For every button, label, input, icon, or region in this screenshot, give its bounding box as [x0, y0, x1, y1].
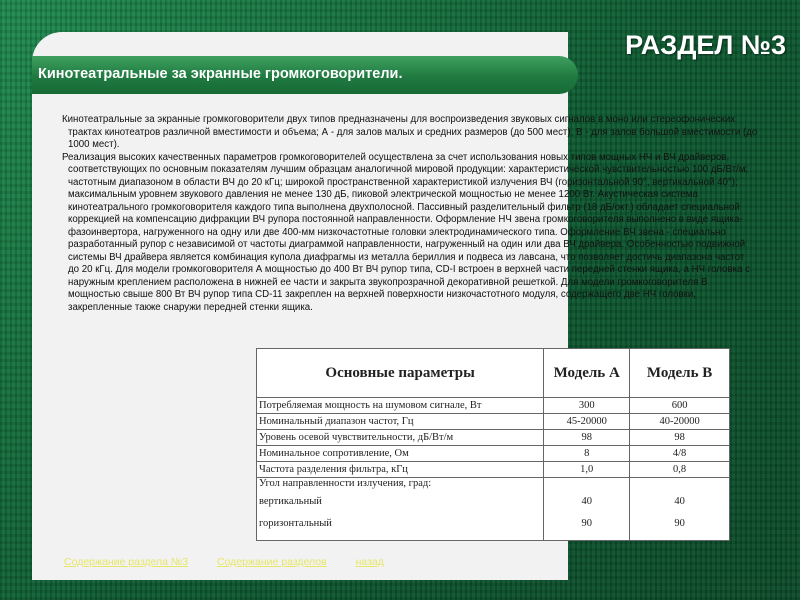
table-row: [257, 430, 730, 446]
table-row: [257, 446, 730, 462]
table-row: [257, 414, 730, 430]
parameters-table: [256, 348, 730, 541]
angle-horizontal-label: горизонтальный: [259, 518, 332, 529]
angle-vertical-b: 40: [674, 496, 685, 507]
param-name: Частота разделения фильтра, кГц: [257, 462, 544, 478]
header-model-b: Модель В: [630, 349, 730, 398]
value-model-a: 8: [544, 446, 630, 462]
link-all-sections[interactable]: Содержание разделов: [216, 556, 327, 568]
value-model-a: 98: [544, 430, 630, 446]
param-name-angle: [257, 478, 544, 541]
header-model-a: Модель А: [544, 349, 630, 398]
angle-values-model-a: [544, 478, 630, 541]
link-section-contents[interactable]: Содержание раздела №3: [64, 556, 189, 568]
angle-label: Угол направленности излучения, град:: [259, 478, 432, 489]
footer-links: [64, 556, 410, 568]
body-text: [38, 114, 758, 314]
table-row-angle: [257, 478, 730, 541]
table-header-row: [257, 349, 730, 398]
angle-horizontal-b: 90: [674, 518, 685, 529]
paragraph-intro: Кинотеатральные за экранные громкоговорители двух типов предназначены для воспроизведения звуковых сигналов в моно или стереофонических трактах кинотеатров различной вместимости и объема; А - для залов малых и средних размеров (до 500 мест), В - для залов большой вместимости (до 1000 мест).: [62, 114, 758, 150]
value-model-a: 45-20000: [544, 414, 630, 430]
param-name: Потребляемая мощность на шумовом сигнале, Вт: [257, 398, 544, 414]
value-model-a: 300: [544, 398, 630, 414]
link-back[interactable]: назад: [355, 556, 384, 568]
paragraph-details: Реализация высоких качественных параметров громкоговорителей осуществлена за счет использования новых типов мощных НЧ и ВЧ драйверов, соответствующих по основным показателям лучшим образцам аналогичной мировой продукции: характеристической чувствительностью 100 дБ/Вт/м; частотным диапазоном в области ВЧ до 20 кГц; широкой пространственной характеристикой излучения ВЧ (горизонтальной 90°, вертикальной 40°); максимальным уровнем звукового давления не менее 130 дБ, пиковой электрической мощностью не менее 1200 Вт. Акустическая система кинотеатрального громкоговорителя каждого типа выполнена двухполосной. Пассивный разделительный фильтр (18 дБ/окт.) обладает специальной коррекцией на компенсацию дифракции ВЧ рупора постоянной направленности. Оформление НЧ звена громкоговорителя выполнено в виде ящика-фазоинвертора, нагруженного на одну или две 400-мм низкочастотные головки электродинамического типа. Оформление ВЧ звена - специально разработанный рупор с независимой от частоты диаграммой направленности, нагруженный на один или два ВЧ драйвера. Особенностью подвижной системы ВЧ драйвера является комбинация купола диафрагмы из металла бериллия и подвеса из лавсана, что позволяет достичь диапазона частот до 20 кГц. Для модели громкоговорителя А мощностью до 400 Вт ВЧ рупор типа, CD-I встроен в верхней части передней стенки ящика, а НЧ головка с наружным креплением расположена в нижней ее части и закрыта звукопрозрачной декоративной решеткой. Для модели громкоговорителя В мощностью свыше 800 Вт ВЧ рупор типа CD-11 закреплен на верхней поверхности низкочастотного модуля, содержащего две НЧ головки, закрепленные также снаружи передней стенки ящика.: [62, 151, 750, 313]
angle-horizontal-a: 90: [581, 518, 592, 529]
value-model-b: 98: [630, 430, 730, 446]
table-row: [257, 398, 730, 414]
angle-vertical-a: 40: [581, 496, 592, 507]
section-label: РАЗДЕЛ №3: [625, 30, 786, 60]
param-name: Номинальный диапазон частот, Гц: [257, 414, 544, 430]
header-parameters: Основные параметры: [257, 349, 544, 398]
page-title: Кинотеатральные за экранные громкоговорители.: [38, 66, 403, 82]
parameters-table-wrap: [256, 348, 730, 541]
value-model-b: 40-20000: [630, 414, 730, 430]
value-model-a: 1,0: [544, 462, 630, 478]
angle-values-model-b: [630, 478, 730, 541]
value-model-b: 600: [630, 398, 730, 414]
value-model-b: 4/8: [630, 446, 730, 462]
param-name: Номинальное сопротивление, Ом: [257, 446, 544, 462]
param-name: Уровень осевой чувствительности, дБ/Вт/м: [257, 430, 544, 446]
value-model-b: 0,8: [630, 462, 730, 478]
table-row: [257, 462, 730, 478]
angle-vertical-label: вертикальный: [259, 496, 322, 507]
